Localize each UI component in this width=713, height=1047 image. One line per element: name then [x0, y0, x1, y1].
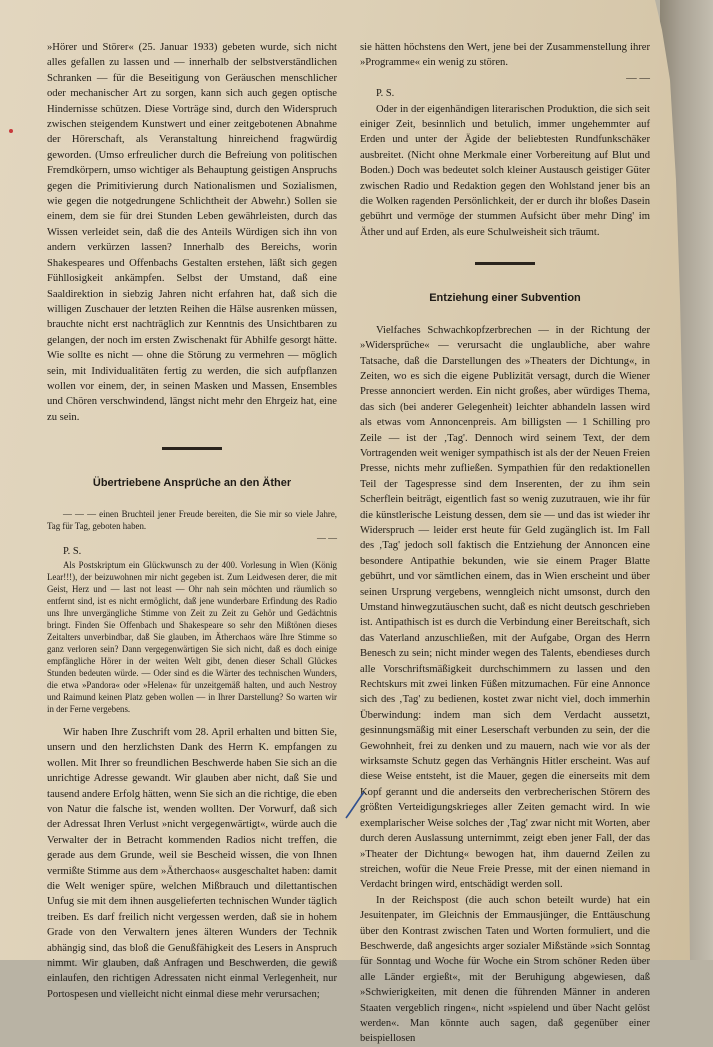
right-paragraph-1: sie hätten höchstens den Wert, jene bei der Zusammenstellung ihrer »Programme« ein wenig zu stören. — [360, 42, 650, 69]
motto-dash: — — — [317, 532, 337, 543]
left-paragraph-1: »Hörer und Störer« (25. Januar 1933) gebeten wurde, sich nicht alles gefallen zu lassen und — innerhalb der selbstverständlichen Schranken — für die Beseitigung von Geräuschen menschlicher oder mechanischer Art zu sorgen, kann sich auch gegen optische Hindernisse schützen. Diese Vorträge sind, durch den Widerspruch zwischen steigendem Kunstwert und einer zeitgebotenen Abnahme der Hörerschaft, als Veranstaltung hinreichend fragwürdig geworden. (Umso erfreulicher durch die Befreiung von politischen Fremdkörpern, umso wichtiger als Behauptung geistigen Anspruchs gegen die Primitivierung durch Nationalismen und Sozialismen, wie gegen die notgedrungene Schlichtheit der Abwehr.) Sollen sie einem, dem sie für drei Stunden Leben gewährleisten, durch das Wissen verleidet sein, daß die des Anteils Würdigen sich ihn von andern verkürzen lassen? Innerhalb des Bereichs, worin Shakespeares und Offenbachs Gestalten erstehen, läßt sich gegen Fühllosigkeit ankämpfen. Selbst der Umstand, daß eine Saaldirektion in siebzig Jahren nicht erfahren hat, daß sich die willigen Zuschauer der letzten Reihen die Hälse ausrenken müssen, brauchte nicht erst nachträglich zur Kenntnis des Unsichtbaren zu gelangen, der noch im ersten Zwischenakt für Abhilfe gesorgt hätte. Wie sollte es nicht — ohne die Störung zu vermehren — möglich sein, mit Individualitäten fertig zu werden, die sich aufpflanzen wollen vor einem, der, in seinen Masken und Massen, Ensembles und Chören verschwindend, längst nicht mehr den Ehrgeiz hat, eine zu sein. — [47, 42, 337, 423]
ps-label-right: P. S. — [376, 88, 395, 100]
motto-quote: — — — einen Bruchteil jener Freude bereiten, die Sie mir so viele Jahre, Tag für Tag, geboten haben. — [47, 508, 337, 531]
right-paragraph-2: Oder in der eigenhändigen literarischen Produktion, die sich seit einiger Zeit, besinnlich und betulich, immer ungehemmter auf Erden und unter der Ägide der beliebtesten Rundfunkschäker ausbreitet. (Nicht ohne Merkmale einer Vorbereitung auf Blut und Boden.) Doch was bedeutet solch kleiner Austausch geistiger Güter zwischen Radio und Redaktion gegen den Wohlstand jener bis an die Wolken ragenden Persönlichkeit, der er durch ihr bloßes Dasein gebührt und vermöge der stummen Aufsicht über mehr Ding' im Äther und auf Erden, als eure Schulweisheit sich träumt. — [360, 103, 650, 238]
heading-entziehung-subvention: Entziehung einer Subvention — [429, 292, 581, 305]
postscript-letter: Als Postskriptum ein Glückwunsch zu der 400. Vorlesung in Wien (König Lear!!!), der beizuwohnen mir nicht gegeben ist. Zum Leidwesen derer, die mit Geist, Herz und — last not least — Ohr nah sein möchten und räumlich so entfernt sind, ist es nicht ermöglicht, daß jene wunderbare Erfindung des Radio uns Ihre unvergängliche Stimme von Zeit zu Zeit zu Gehör und Gedächtnis bringt. Finden Sie Offenbach und Shakespeare so sehr den Mißtönen dieses Zeitalters unverbindbar, daß Sie glauben, im Ätherchaos wäre Ihre Stimme so ganz verloren sein? Dann vergegenwärtigen Sie sich nicht, daß es doch einige empfängliche Hörer in der weiten Welt gibt, denen dieser Schall Glückes Stunden bedeuten würde. — Oder sind es die Wärter des technischen Wunders, die etwa »Pandora« oder »Helena« für unzeitgemäß halten, und auch Nestroy und Raimund keinen Platz geben wollen — in Ihrer Darstellung? So warten wir in der Ferne vergebens. — [47, 559, 337, 714]
left-paragraph-2: Wir haben Ihre Zuschrift vom 28. April erhalten und bitten Sie, unsern und den herzlichsten Dank des Herrn K. empfangen zu wollen. Mit Ihrer so freundlichen Beschwerde haben Sie sich an die unrichtige Adresse gewandt. Wir glauben aber nicht, daß Sie und tausend andere Erfolg hätten, wenn Sie sich an die richtige, die eben von Natur die falsche ist, wenden wollten. Der Vorwurf, daß sich der Adressat Ihren Verlust »nicht vergegenwärtigt«, würde auch die Verwalter der in Betracht kommenden Radios nicht treffen, die gerade aus dem Grunde, weil sie Bescheid wissen, die von Ihnen vermißte Stimme aus dem »Ätherchaos« ausgeschaltet haben: damit die Welt weniger spüre, welchen Mißbrauch und dilettantischen Unfug sie mit dem ihnen ausgelieferten technischen Wunder täglich treiben. Es darf freilich nicht vergessen werden, daß sie in hohem Grade von den Verwaltern jenes älteren Wunders der Technik abhängig sind, das bloß die Genußfähigkeit des Lesers in Anspruch nimmt. Wir glauben, daß Anfragen und Beschwerden, die gewiß einlaufen, den richtigen Adressaten nicht einmal Verlegenheit, nur Portospesen und vielleicht nicht einmal diese mehr verursachen; — [47, 726, 337, 1000]
left-column — [47, 40, 337, 1002]
section-divider-right — [475, 262, 535, 265]
ps-label-left: P. S. — [63, 545, 82, 557]
right-dash: — — — [626, 72, 650, 84]
right-paragraph-4: In der Reichspost (die auch schon beteilt wurde) hat ein Jesuitenpater, im Gleichnis der Emmausjünger, die Enttäuschung über den Kontrast zwischen Taten und Worten formuliert, und die Beschwerde, daß angesichts arger sozialer Mißstände »sich Sonntag für Sonntag und Woche für Woche ein Strom schöner Reden über alle Länder ergießt«, mit der Beruhigung abgewiesen, daß »Schwierigkeiten, mit denen die führenden Männer in anderen Staaten vergeblich ringen«, nicht »spielend und über Nacht gelöst werden«. Man könnte auch sagen, daß gegenüber einer beispiellosen — [360, 894, 650, 1045]
heading-uebertriebene-ansprueche: Übertriebene Ansprüche an den Äther — [92, 477, 292, 490]
margin-red-mark — [9, 129, 13, 133]
pencil-mark-icon — [344, 790, 366, 820]
right-column — [360, 40, 650, 1047]
section-divider — [162, 447, 222, 450]
right-paragraph-3: Vielfaches Schwachkopfzerbrechen — in der Richtung der »Widersprüche« — verursacht die unglaubliche, aber wahre Tatsache, daß die Darstellungen des »Theaters der Dichtung«, in Zeiten, wo es sich die eigene Publizität versagt, durch die Wiener Presse annonciert werden. Ein nicht großes, aber würdiges Thema, das sich (bei anderer Gelegenheit) leichter abhandeln lassen wird als etwas vom Annoncenpreis. Am billigsten — 1 Schilling pro Zeile — ist der ‚Tag'. Dennoch wird seinem Text, der dem Vortragenden weit weniger sympathisch ist als der der Neuen Freien Presse, nichts mehr zufließen. Sympathien für den redaktionellen Teil der Tagespresse sind dem Inserenten, der zu ihm sein Scherflein beiträgt, eigentlich fast so wenig zuzutrauen, wie ihr für die künstlerische Leistung dessen, dem sie — und das ist wieder ihr Widerspruch — leider erst heute für Geld zugänglich ist. Im Fall des ‚Tag' jedoch soll faktisch die Entziehung der Annoncen eine besondere Antipathie bekunden, wie sie einem Prager Blatte gebührt, und vor sämtlichen einem, das in Wien erscheint und über seinen Ursprung vergebens, wenngleich nicht umsonst, durch den Umstand hinwegzutäuschen sucht, daß es nicht deutsch geschrieben ist. Antipathisch ist es durch die Verbindung einer Bereitschaft, sich das Vaterland anzuschließen, mit der Aufgabe, Organ des Herrn Benesch zu sein; nicht minder wegen des Talents, ebendieses durch alle Vorschriftsmäßigkeit durchschimmern zu lassen und den Rechtskurs mit zwei linken Füßen mitzumachen. Für eine Annonce sich des ‚Tag' zu bedienen, kostet zwar nicht viel, doch immerhin Überwindung: indem man sich dem Verdacht aussetzt, gesinnungsmäßig mit einer Leserschaft verbunden zu sein, der die Gewohnheit, frei zu denken und zu mauern, nach wie vor als der wirksamste Schutz gegen das Verhängnis Hitler erscheint. Was auf diese Weise entsteht, ist die Mauer, gegen die einerseits mit dem Kopf gerannt und die anderseits den verbrecherischen Störern des größten Verteidigungskrieges aller Zeiten gemacht wird. In wie exemplarischer Weise solches der ‚Tag' zwar nicht mit Worten, aber durch deren Auslassung unternimmt, zeigt eben jener Fall, der das »Theater der Dichtung« bewogen hat, ihm dauernd Zeilen zu streichen, wofür die Neue Freie Presse, mit der einen niemand in Verdacht bringen wird, entschädigt werden soll. — [360, 324, 650, 891]
